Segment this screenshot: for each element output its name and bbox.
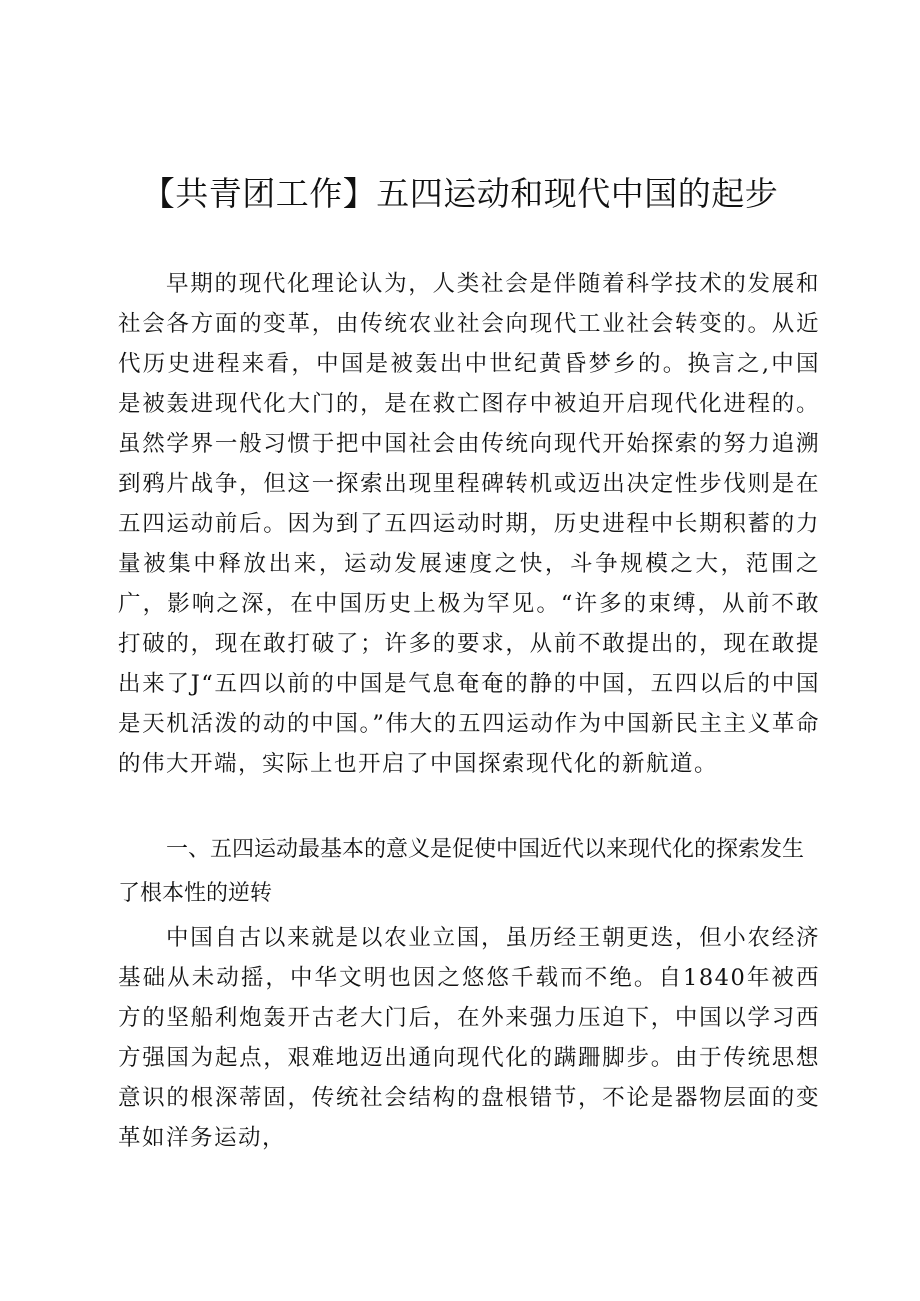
paragraph-intro: 早期的现代化理论认为，人类社会是伴随着科学技术的发展和社会各方面的变革，由传统农业社会向现代工业社会转变的。从近代历史进程来看，中国是被轰出中世纪黄昏梦乡的。换言之,中国是被轰进现代化大门的，是在救亡图存中被迫开启现代化进程的。虽然学界一般习惯于把中国社会由传统向现代开始探索的努力追溯到鸦片战争，但这一探索出现里程碑转机或迈出决定性步伐则是在五四运动前后。因为到了五四运动时期，历史进程中长期积蓄的力量被集中释放出来，运动发展速度之快，斗争规模之大，范围之广，影响之深，在中国历史上极为罕见。“许多的束缚，从前不敢打破的，现在敢打破了；许多的要求，从前不敢提出的，现在敢提出来了J“五四以前的中国是气息奄奄的静的中国，五四以后的中国是天机活泼的动的中国。”伟大的五四运动作为中国新民主主义革命的伟大开端，实际上也开启了中国探索现代化的新航道。 [118,271,820,777]
section-heading-1: 一、五四运动最基本的意义是促使中国近代以来现代化的探索发生了根本性的逆转 [118,837,805,906]
document-title: 【共青团工作】五四运动和现代中国的起步 [141,174,779,213]
paragraph-section-1: 中国自古以来就是以农业立国，虽历经王朝更迭，但小农经济基础从未动摇，中华文明也因之悠悠千载而不绝。自1840年被西方的坚船利炮轰开古老大门后，在外来强力压迫下，中国以学习西方强国为起点，艰难地迈出通向现代化的蹒跚脚步。由于传统思想意识的根深蒂固，传统社会结构的盘根错节，不论是器物层面的变革如洋务运动， [118,925,820,1151]
